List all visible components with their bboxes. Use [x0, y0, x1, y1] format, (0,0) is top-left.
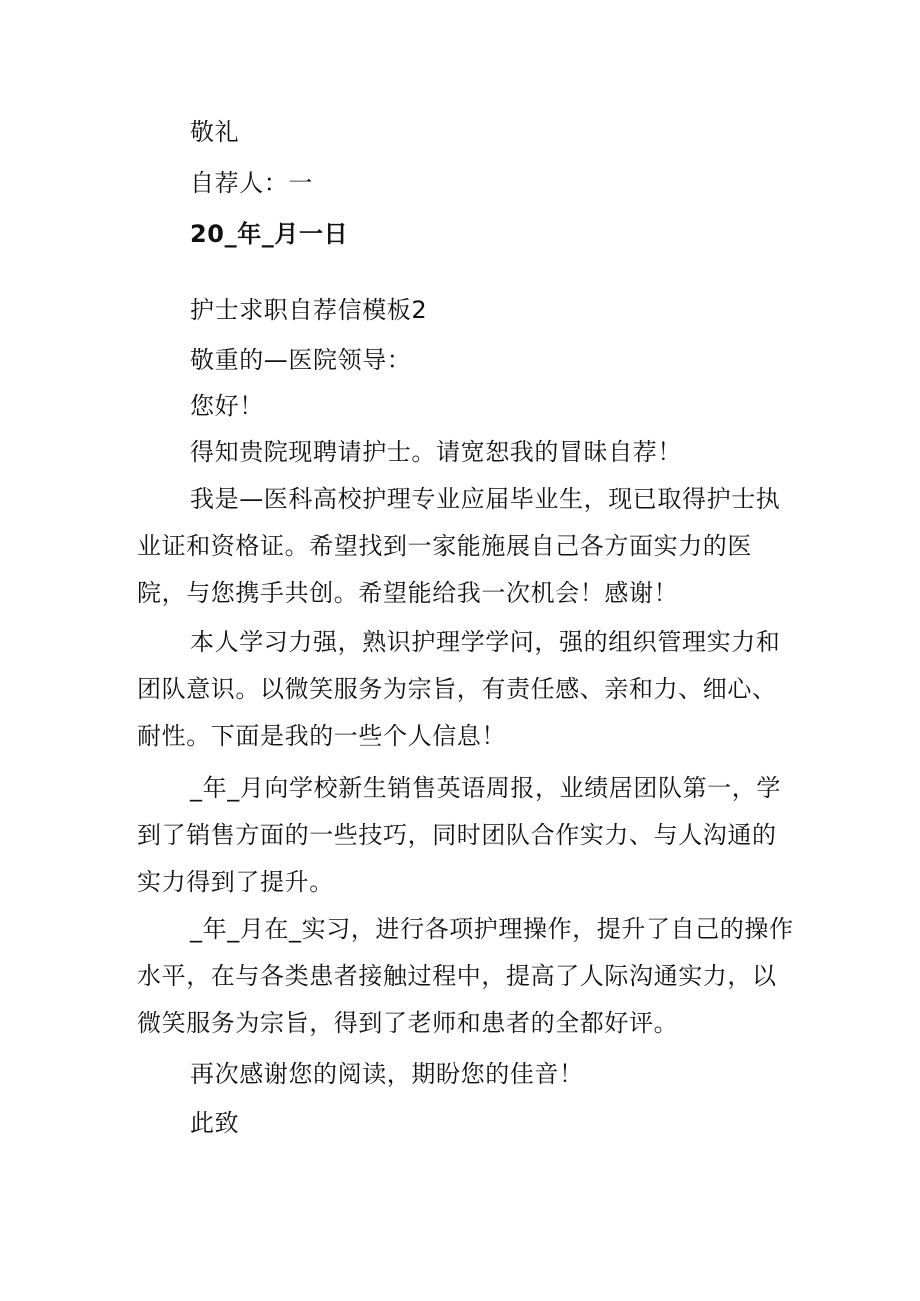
body-paragraph-1: 得知贵院现聘请护士。请宽恕我的冒昧自荐！ [190, 438, 682, 466]
body-paragraph-3: 本人学习力强，熟识护理学学问，强的组织管理实力和团队意识。以微笑服务为宗旨，有责任感、亲和力、细心、耐性。下面是我的一些个人信息！ [137, 628, 781, 750]
letter-closing: 此致 [190, 1109, 240, 1137]
letter-hello: 您好！ [190, 392, 264, 420]
body-paragraph-2: 我是—医科高校护理专业应届毕业生，现已取得护士执业证和资格证。希望找到一家能施展自己各方面实力的医院，与您携手共创。希望能给我一次机会！感谢！ [137, 485, 781, 607]
signature-line: 自荐人：一 [190, 169, 313, 197]
body-paragraph-6: 再次感谢您的阅读，期盼您的佳音！ [190, 1060, 584, 1088]
letter-title: 护士求职自荐信模板2 [190, 296, 428, 324]
letter-greeting: 敬重的—医院领导： [190, 346, 412, 374]
body-paragraph-5: _年_月在_实习，进行各项护理操作，提升了自己的操作水平，在与各类患者接触过程中，提高了人际沟通实力，以微笑服务为宗旨，得到了老师和患者的全都好评。 [137, 915, 794, 1037]
body-paragraph-4: _年_月向学校新生销售英语周报，业绩居团队第一，学到了销售方面的一些技巧，同时团队合作实力、与人沟通的实力得到了提升。 [137, 774, 781, 896]
closing-salutation: 敬礼 [190, 118, 240, 146]
date-line: 20_年_月一日 [190, 220, 349, 248]
